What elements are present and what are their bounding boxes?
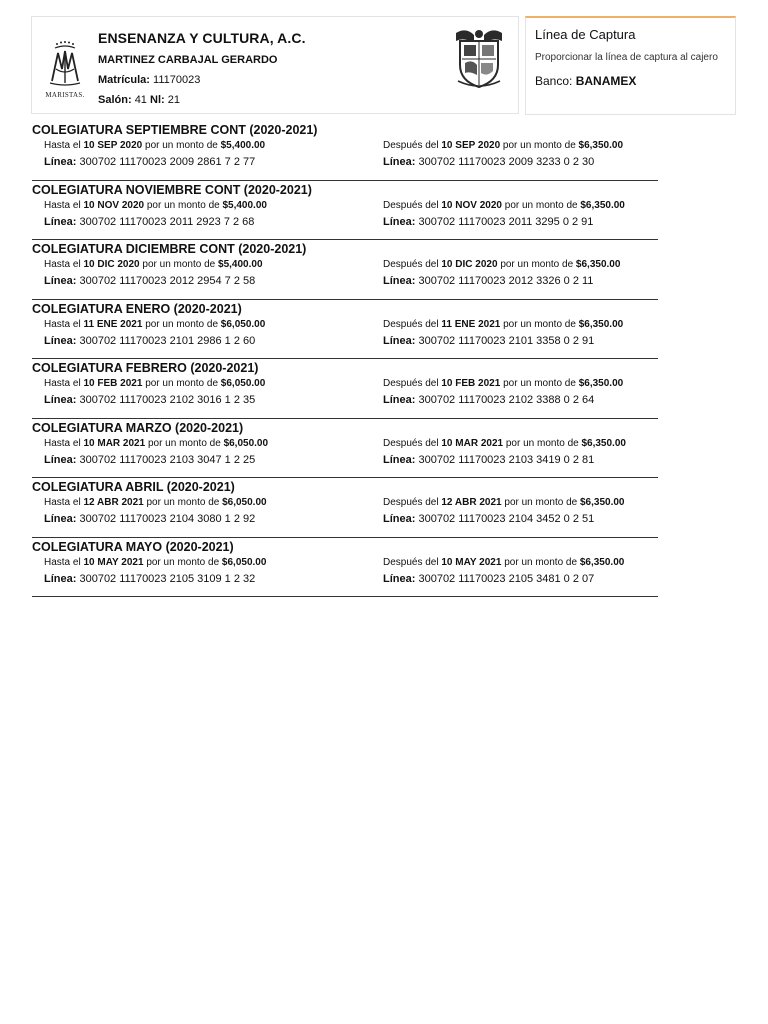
before-date-line (44, 497, 267, 508)
matricula-line (98, 74, 200, 86)
salon-line (98, 94, 180, 106)
header-card (31, 16, 519, 114)
monto-label: por un monto de (146, 497, 220, 508)
after-capture-line: 300702 11170023 2104 3452 0 2 51 (418, 513, 595, 525)
before-capture-line: 300702 11170023 2105 3109 1 2 32 (79, 572, 256, 585)
monto-label: por un monto de (145, 140, 218, 151)
before-capture-line: 300702 11170023 2009 2861 7 2 77 (79, 156, 256, 168)
after-amount: $6,350.00 (579, 556, 625, 568)
payment-title: COLEGIATURA FEBRERO (2020-2021) (32, 361, 259, 375)
payment-section (32, 240, 658, 300)
before-capture-line: 300702 11170023 2102 3016 1 2 35 (79, 394, 256, 406)
after-amount: $6,350.00 (578, 318, 624, 330)
logo-text: MARISTAS. (45, 91, 85, 99)
before-date: 10 FEB 2021 (83, 378, 143, 389)
before-capture-line: 300702 11170023 2012 2954 7 2 58 (79, 275, 256, 287)
after-date: 10 MAY 2021 (441, 556, 502, 568)
org-name: ENSENANZA Y CULTURA, A.C. (98, 30, 306, 46)
linea-label: Línea: (383, 156, 416, 168)
after-date-line (383, 557, 624, 568)
payment-section (32, 538, 658, 598)
monto-label: por un monto de (146, 556, 220, 568)
after-date-line (383, 378, 623, 389)
before-line (44, 454, 255, 466)
monto-label: por un monto de (504, 497, 578, 508)
hasta-label: Hasta el (44, 199, 81, 211)
before-capture-line: 300702 11170023 2103 3047 1 2 25 (79, 453, 256, 466)
payment-section (32, 121, 658, 181)
before-date-line (44, 200, 267, 211)
monto-label: por un monto de (504, 199, 578, 211)
after-capture-line: 300702 11170023 2102 3388 0 2 64 (418, 394, 595, 406)
after-date-line (383, 259, 620, 270)
payment-title: COLEGIATURA ABRIL (2020-2021) (32, 480, 235, 494)
after-amount: $6,350.00 (578, 378, 624, 389)
monto-label: por un monto de (502, 140, 576, 151)
despues-label: Después del (383, 318, 439, 330)
linea-label: Línea: (383, 394, 416, 406)
after-line (383, 394, 594, 406)
before-date-line (44, 140, 265, 151)
hasta-label: Hasta el (44, 318, 81, 330)
linea-label: Línea: (44, 394, 77, 406)
maristas-emblem-icon (42, 39, 88, 89)
linea-label: Línea: (383, 572, 416, 585)
before-line (44, 335, 255, 347)
before-capture-line: 300702 11170023 2011 2923 7 2 68 (79, 215, 255, 228)
before-line (44, 216, 254, 228)
hasta-label: Hasta el (44, 556, 81, 568)
hasta-label: Hasta el (44, 378, 81, 389)
monto-label: por un monto de (146, 199, 220, 211)
nl-label: Nl: (150, 94, 165, 106)
capture-subtitle: Proporcionar la línea de captura al cajero (535, 52, 718, 63)
after-amount: $6,350.00 (580, 199, 625, 211)
monto-label: por un monto de (504, 556, 578, 568)
linea-label: Línea: (44, 572, 77, 585)
before-date: 10 NOV 2020 (83, 199, 145, 211)
before-date: 12 ABR 2021 (83, 497, 144, 508)
linea-label: Línea: (44, 513, 77, 525)
after-date: 10 SEP 2020 (441, 140, 501, 151)
before-date: 10 SEP 2020 (83, 140, 143, 151)
after-amount: $6,350.00 (578, 140, 624, 151)
after-date-line (383, 497, 625, 508)
despues-label: Después del (383, 199, 439, 211)
bank-line (535, 74, 636, 88)
before-amount: $5,400.00 (222, 199, 267, 211)
after-line (383, 573, 594, 585)
matricula-value: 11170023 (153, 74, 201, 86)
monto-label: por un monto de (145, 378, 219, 389)
payment-section (32, 181, 658, 241)
hasta-label: Hasta el (44, 259, 81, 270)
capture-card (525, 16, 736, 115)
nl-value: 21 (167, 94, 180, 106)
despues-label: Después del (383, 497, 439, 508)
linea-label: Línea: (44, 156, 77, 168)
after-line (383, 216, 593, 228)
payment-section (32, 478, 658, 538)
before-amount: $5,400.00 (220, 140, 266, 151)
payment-list (32, 121, 658, 597)
before-date: 10 MAR 2021 (83, 437, 146, 449)
payment-section (32, 419, 658, 479)
before-date-line (44, 438, 268, 449)
matricula-label: Matrícula: (98, 74, 150, 86)
after-line (383, 513, 594, 525)
payment-title: COLEGIATURA MAYO (2020-2021) (32, 539, 234, 554)
before-line (44, 573, 255, 585)
after-amount: $6,350.00 (575, 259, 621, 270)
linea-label: Línea: (383, 275, 416, 287)
linea-label: Línea: (383, 334, 416, 347)
after-date: 10 FEB 2021 (441, 378, 501, 389)
before-amount: $6,050.00 (222, 497, 267, 508)
unam-crest (452, 25, 506, 91)
after-date: 10 DIC 2020 (441, 259, 498, 270)
before-amount: $5,400.00 (218, 259, 263, 270)
despues-label: Después del (383, 378, 439, 389)
after-line (383, 275, 593, 287)
salon-value: 41 (134, 94, 147, 106)
monto-label: por un monto de (500, 259, 574, 270)
after-line (383, 156, 594, 168)
before-line (44, 275, 255, 287)
linea-label: Línea: (44, 275, 77, 287)
after-capture-line: 300702 11170023 2012 3326 0 2 11 (418, 275, 594, 287)
before-capture-line: 300702 11170023 2104 3080 1 2 92 (79, 513, 256, 525)
before-line (44, 394, 255, 406)
after-capture-line: 300702 11170023 2103 3419 0 2 81 (418, 453, 595, 466)
monto-label: por un monto de (142, 259, 216, 270)
before-amount: $6,050.00 (220, 318, 266, 330)
payment-title: COLEGIATURA MARZO (2020-2021) (32, 420, 244, 435)
student-name: MARTINEZ CARBAJAL GERARDO (98, 54, 278, 66)
monto-label: por un monto de (145, 318, 219, 330)
after-date-line (383, 319, 623, 330)
before-date-line (44, 557, 266, 568)
despues-label: Después del (383, 556, 439, 568)
maristas-logo (42, 39, 88, 101)
after-capture-line: 300702 11170023 2009 3233 0 2 30 (418, 156, 595, 168)
after-capture-line: 300702 11170023 2011 3295 0 2 91 (418, 215, 594, 228)
before-date-line (44, 319, 265, 330)
before-amount: $6,050.00 (220, 378, 266, 389)
before-date: 10 DIC 2020 (83, 259, 140, 270)
crest-icon (452, 25, 506, 91)
after-date-line (383, 140, 623, 151)
after-line (383, 335, 594, 347)
after-amount: $6,350.00 (580, 497, 625, 508)
payment-title: COLEGIATURA DICIEMBRE CONT (2020-2021) (32, 242, 307, 256)
after-date-line (383, 438, 626, 449)
linea-label: Línea: (383, 453, 416, 466)
after-amount: $6,350.00 (581, 437, 626, 449)
before-line (44, 156, 255, 168)
after-date: 10 MAR 2021 (441, 437, 504, 449)
linea-label: Línea: (383, 513, 416, 525)
hasta-label: Hasta el (44, 497, 81, 508)
after-date: 10 NOV 2020 (441, 199, 502, 211)
before-date-line (44, 378, 265, 389)
after-capture-line: 300702 11170023 2105 3481 0 2 07 (418, 572, 595, 585)
despues-label: Después del (383, 437, 439, 449)
despues-label: Después del (383, 140, 439, 151)
bank-label: Banco: (535, 74, 573, 88)
linea-label: Línea: (44, 334, 77, 347)
before-date: 10 MAY 2021 (83, 556, 144, 568)
payment-title: COLEGIATURA ENERO (2020-2021) (32, 301, 242, 316)
hasta-label: Hasta el (44, 140, 81, 151)
salon-label: Salón: (98, 94, 132, 106)
monto-label: por un monto de (147, 437, 221, 449)
before-amount: $6,050.00 (221, 556, 267, 568)
payment-section (32, 359, 658, 419)
before-line (44, 513, 255, 525)
after-date: 11 ENE 2021 (441, 318, 501, 330)
before-capture-line: 300702 11170023 2101 2986 1 2 60 (79, 334, 256, 347)
linea-label: Línea: (44, 215, 77, 228)
monto-label: por un monto de (503, 378, 576, 389)
payment-title: COLEGIATURA SEPTIEMBRE CONT (2020-2021) (32, 123, 318, 137)
before-amount: $6,050.00 (223, 437, 269, 449)
payment-section (32, 300, 658, 360)
before-date: 11 ENE 2021 (83, 318, 143, 330)
linea-label: Línea: (383, 215, 416, 228)
after-date-line (383, 200, 625, 211)
linea-label: Línea: (44, 453, 77, 466)
after-capture-line: 300702 11170023 2101 3358 0 2 91 (418, 334, 595, 347)
capture-title: Línea de Captura (535, 27, 636, 42)
bank-name: BANAMEX (575, 74, 637, 88)
after-line (383, 454, 594, 466)
after-date: 12 ABR 2021 (441, 497, 502, 508)
despues-label: Después del (383, 259, 439, 270)
hasta-label: Hasta el (44, 437, 81, 449)
monto-label: por un monto de (505, 437, 579, 449)
before-date-line (44, 259, 263, 270)
monto-label: por un monto de (503, 318, 576, 330)
payment-title: COLEGIATURA NOVIEMBRE CONT (2020-2021) (32, 182, 312, 197)
